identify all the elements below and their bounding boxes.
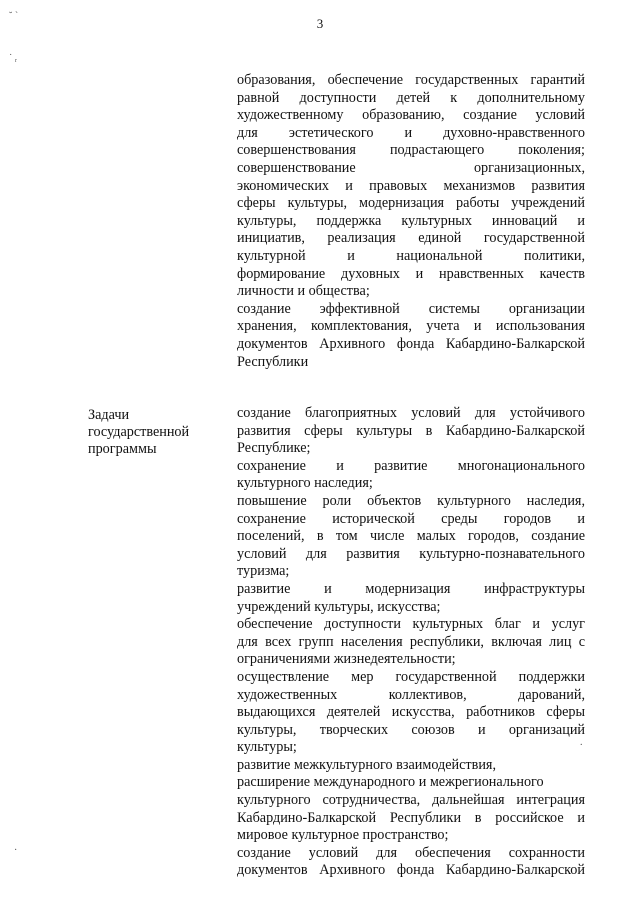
goals-content — [237, 72, 585, 371]
tasks-text-line: документов Архивного фонда Кабардино-Балкарской — [237, 862, 585, 879]
tasks-text-line: создание благоприятных условий для устойчивого — [237, 405, 585, 421]
tasks-text-line: поселений, в том числе малых городов, создание — [237, 528, 585, 545]
tasks-text-line: Республике; — [237, 440, 311, 457]
goals-text-line: экономических и правовых механизмов развития — [237, 177, 585, 194]
goals-text-line: равной доступности детей к дополнительному — [237, 89, 585, 106]
tasks-text-line: условий для развития культурно-познавательного — [237, 545, 585, 562]
tasks-text-line: культуры; — [237, 739, 297, 756]
goals-text-line: совершенствование организационных, — [237, 159, 585, 176]
tasks-content — [237, 405, 585, 880]
goals-text-line: формирование духовных и нравственных качеств — [237, 265, 585, 282]
goals-text-line: Республики — [237, 353, 309, 370]
tasks-text-line: расширение международного и межрегионального — [237, 774, 544, 791]
goals-text-line: для эстетического и духовно-нравственного — [237, 124, 585, 141]
tasks-text-line: Кабардино-Балкарской Республики в российское и — [237, 809, 585, 826]
tasks-text-line: выдающихся деятелей искусства, работников сферы — [237, 704, 585, 721]
goals-text-line: создание эффективной системы организации — [237, 300, 585, 317]
goals-text-line: личности и общества; — [237, 283, 370, 300]
tasks-text-line: мировое культурное пространство; — [237, 827, 449, 844]
tasks-text-line: культурного наследия; — [237, 475, 373, 492]
tasks-text-line: для всех групп населения республики, включая лиц с — [237, 633, 585, 650]
tasks-label-line: программы — [88, 441, 157, 457]
goals-text-line: культурной и национальной политики, — [237, 247, 585, 264]
tasks-text-line: сохранение и развитие многонационального — [237, 457, 585, 474]
tasks-text-line: создание условий для обеспечения сохранности — [237, 844, 585, 861]
tasks-label-line: Задачи — [88, 407, 130, 423]
tasks-text-line: культуры, творческих союзов и организаций — [237, 721, 585, 738]
tasks-label — [88, 407, 228, 458]
tasks-text-line: повышение роли объектов культурного наследия, — [237, 492, 585, 509]
tasks-text-line: учреждений культуры, искусства; — [237, 598, 441, 615]
goals-text-line: совершенствования подрастающего поколения; — [237, 142, 585, 159]
goals-text-line: инициатив, реализация единой государственной — [237, 230, 585, 247]
tasks-text-line: культурного сотрудничества, дальнейшая интеграция — [237, 792, 585, 809]
scan-mark-right: . — [580, 737, 583, 748]
tasks-text-line: туризма; — [237, 563, 290, 580]
goals-text-line: сферы культуры, модернизация работы учреждений — [237, 195, 585, 212]
tasks-label-line: государственной — [88, 424, 190, 440]
tasks-text-line: развитие межкультурного взаимодействия, — [237, 756, 496, 773]
tasks-text-line: сохранение исторической среды городов и — [237, 510, 585, 527]
scan-mark-top: ˘ ˋ — [9, 11, 19, 22]
scan-mark-middle: ˙ ᵣ — [9, 53, 18, 64]
tasks-text-line: обеспечение доступности культурных благ и услуг — [237, 616, 585, 633]
tasks-text-line: осуществление мер государственной поддержки — [237, 668, 585, 685]
tasks-text-line: развития сферы культуры в Кабардино-Балкарской — [237, 422, 585, 439]
goals-text-line: художественному образованию, создание условий — [237, 107, 585, 124]
scan-mark-bottom: · — [14, 845, 18, 856]
goals-text-line: документов Архивного фонда Кабардино-Балкарской — [237, 335, 585, 352]
goals-text-line: образования, обеспечение государственных гарантий — [237, 72, 585, 88]
goals-text-line: хранения, комплектования, учета и использования — [237, 318, 585, 335]
tasks-text-line: развитие и модернизация инфраструктуры — [237, 580, 585, 597]
page-number: 3 — [316, 16, 324, 31]
tasks-text-line: ограничениями жизнедеятельности; — [237, 651, 456, 668]
tasks-text-line: художественных коллективов, дарований, — [237, 686, 585, 703]
goals-text-line: культуры, поддержка культурных инноваций и — [237, 212, 585, 229]
